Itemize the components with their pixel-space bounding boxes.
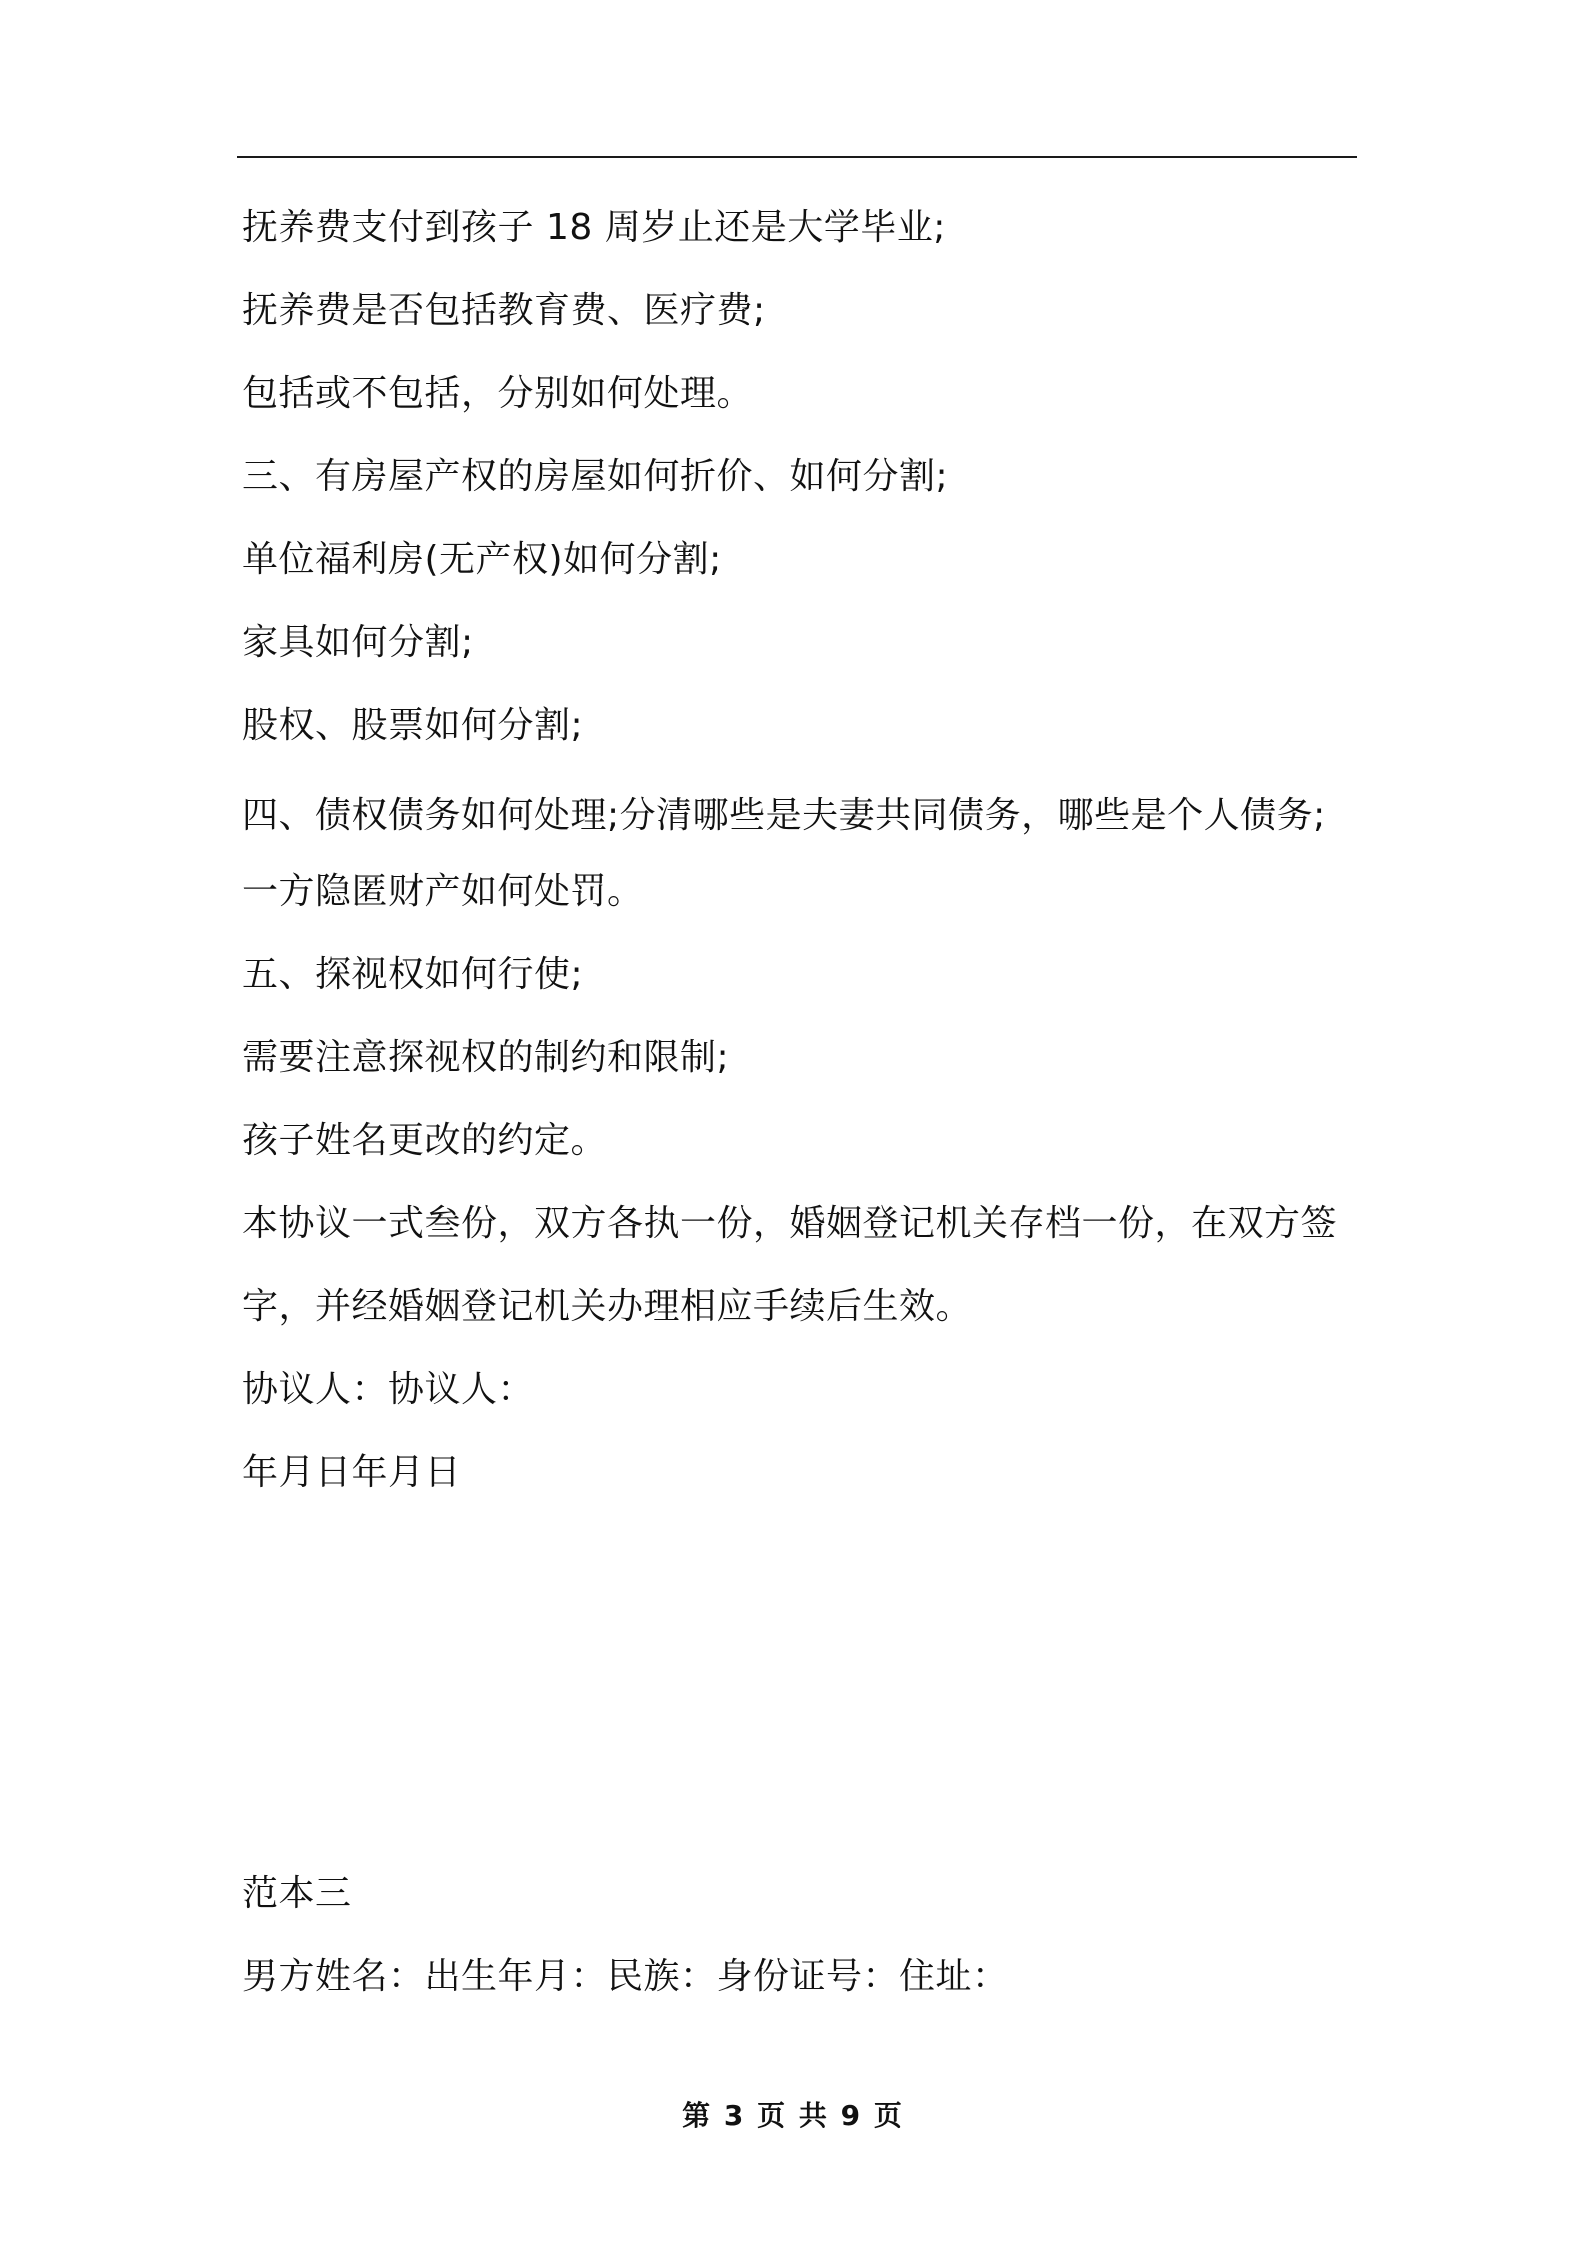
signature-line: 协议人：协议人：: [242, 1369, 535, 1410]
text-line: 孩子姓名更改的约定。: [242, 1120, 608, 1161]
text-line: 一方隐匿财产如何处罚。: [242, 871, 644, 912]
text-line: 家具如何分割;: [242, 622, 474, 663]
page-number: 第 3 页 共 9 页: [682, 2099, 904, 2132]
text-line: 字，并经婚姻登记机关办理相应手续后生效。: [242, 1286, 973, 1327]
text-line: 股权、股票如何分割;: [242, 705, 584, 746]
text-line: 三、有房屋产权的房屋如何折价、如何分割;: [242, 456, 949, 497]
section-heading: 范本三: [242, 1873, 352, 1914]
date-line: 年月日年月日: [242, 1452, 462, 1493]
text-line: 需要注意探视权的制约和限制;: [242, 1037, 730, 1078]
text-line: 单位福利房(无产权)如何分割;: [242, 539, 722, 580]
text-line: 四、债权债务如何处理;分清哪些是夫妻共同债务，哪些是个人债务;: [242, 795, 1326, 836]
header-rule: [237, 156, 1357, 158]
text-line: 男方姓名：出生年月：民族：身份证号：住址：: [242, 1956, 1009, 1997]
text-line: 本协议一式叁份，双方各执一份，婚姻登记机关存档一份，在双方签: [242, 1203, 1338, 1244]
text-line: 抚养费支付到孩子 18 周岁止还是大学毕业;: [242, 207, 946, 248]
text-line: 抚养费是否包括教育费、医疗费;: [242, 290, 766, 331]
text-line: 五、探视权如何行使;: [242, 954, 584, 995]
text-line: 包括或不包括，分别如何处理。: [242, 373, 754, 414]
